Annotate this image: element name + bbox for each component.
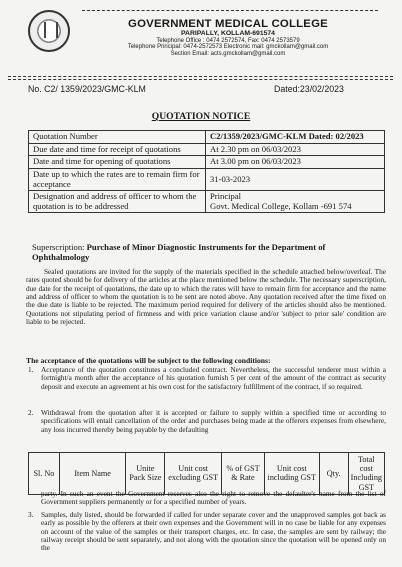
- col-pack-size: Unite Pack Size: [126, 453, 165, 495]
- col-qty: Qty.: [319, 453, 348, 495]
- table-row: [29, 156, 385, 169]
- quotation-info-table: [28, 130, 385, 213]
- condition-number: 3.: [28, 510, 34, 519]
- org-phone-office: Telephone Office : 0474 2572574, Fax: 0474 2573579: [156, 37, 300, 44]
- col-sl-no: Sl. No: [29, 453, 60, 495]
- table-row: [29, 131, 385, 144]
- header-divider-1: [8, 76, 393, 77]
- org-place: PARIPALLY, KOLLAM-691574: [181, 30, 275, 38]
- info-label: Date and time for opening of quotations: [29, 156, 206, 169]
- info-value: Principal Govt. Medical College, Kollam -691 574: [206, 191, 385, 213]
- superscription: [32, 243, 384, 262]
- info-value: 31-03-2023: [206, 168, 385, 190]
- org-section-email: Section Email: acts.gmckollam@gmail.com: [170, 50, 286, 57]
- header-divider-2: [8, 79, 393, 80]
- notice-title: QUOTATION NOTICE: [151, 111, 251, 122]
- info-label: Quotation Number: [29, 131, 206, 144]
- table-row: [29, 168, 385, 190]
- info-value: At 2.30 pm on 06/03/2023: [206, 143, 385, 156]
- college-seal-icon: [28, 10, 70, 52]
- org-name: GOVERNMENT MEDICAL COLLEGE: [128, 18, 328, 30]
- conditions-heading: The acceptance of the quotations will be subject to the following conditions:: [26, 356, 271, 365]
- col-unit-cost-incl: Unit cost including GST: [264, 453, 319, 495]
- condition-2-continuation: party. In such an event the Government reserves also the right to remove the defaulter's name from the list of Government suppliers permanently or for a specified number of years.: [41, 489, 386, 507]
- letterhead-text: [78, 18, 378, 57]
- condition-text: Withdrawal from the quotation after it is accepted or failure to supply within a specified time or according to specifications will entail cancellation of the order and purchases being made at the offerers expenses from elsewhere, any loss incurred thereby being payable by the defaulting: [41, 408, 386, 434]
- condition-text: Samples, duly listed, should be forwarded if called for under separate cover and the unapproved samples got back as early as possible by the offerers at their own expenses and the Government will in no case be liable for any expenses on account of the value of the samples or their transport charges, etc. In case, the samples are sent by railway; the railway receipt should be sent separately, and not along with the quotation since the quotation will be opened only on the: [41, 510, 386, 553]
- superscription-label: Superscription:: [32, 242, 85, 252]
- condition-text: Acceptance of the quotation constitutes a concluded contract. Nevertheless, the successful tenderer must within a fortnight/a month after the acceptance of his quotation furnish 5 per cent of the amount of the contract as security deposit and execute an agreement at his own cost for the satisfactory fulfillment of the contract, if so required.: [41, 365, 386, 391]
- condition-2: [28, 409, 386, 434]
- superscription-text: Purchase of Minor Diagnostic Instruments for the Department of Ophthalmology: [32, 242, 326, 262]
- condition-1: [28, 366, 386, 391]
- col-gst-rate: % of GST & Rate: [222, 453, 265, 495]
- table-row: [29, 191, 385, 213]
- header-top-divider: [82, 10, 378, 11]
- info-value: C2/1359/2023/GMC-KLM Dated: 02/2023: [206, 131, 385, 144]
- condition-3: [28, 511, 386, 553]
- table-row: [29, 143, 385, 156]
- document-date: Dated:23/02/2023: [274, 84, 344, 94]
- info-label: Designation and address of officer to whom the quotation is to be addressed: [29, 191, 206, 213]
- col-total-cost: Total cost Including GST: [348, 453, 384, 495]
- intro-paragraph: Sealed quotations are invited for the supply of the materials specified in the schedule attached below/overleaf. The rates quoted should be for delivery of the articles at the place mentioned below the schedule. The necessary superscription, due date for the receipt of quotations, the date up to which the rates will have to remain firm for acceptance and the name and address of officer to whom the quotation is to be sent are noted above. Any quotation received after the time fixed on the due date is liable to be rejected. The maximum period required for delivery of the articles should also be mentioned. Quotations not stipulating period of firmness and with price variation clause and/or 'subject to prior sale' condition are liable to be rejected.: [26, 267, 386, 326]
- reference-number: No. C2/ 1359/2023/GMC-KLM: [28, 84, 146, 94]
- info-label: Date up to which the rates are to remain firm for acceptance: [29, 168, 206, 190]
- org-phone-principal: Telephone Principal: 0474-2572573 Electronic mail: gmckollam@gmail.com: [127, 44, 329, 51]
- condition-number: 2.: [28, 408, 34, 417]
- condition-number: 1.: [28, 365, 34, 374]
- letterhead: [0, 0, 402, 76]
- col-item-name: Item Name: [59, 453, 126, 495]
- col-unit-cost-excl: Unit cost excluding GST: [165, 453, 222, 495]
- info-value: At 3.00 pm on 06/03/2023: [206, 156, 385, 169]
- info-label: Due date and time for receipt of quotations: [29, 143, 206, 156]
- table-header-row: [29, 453, 385, 495]
